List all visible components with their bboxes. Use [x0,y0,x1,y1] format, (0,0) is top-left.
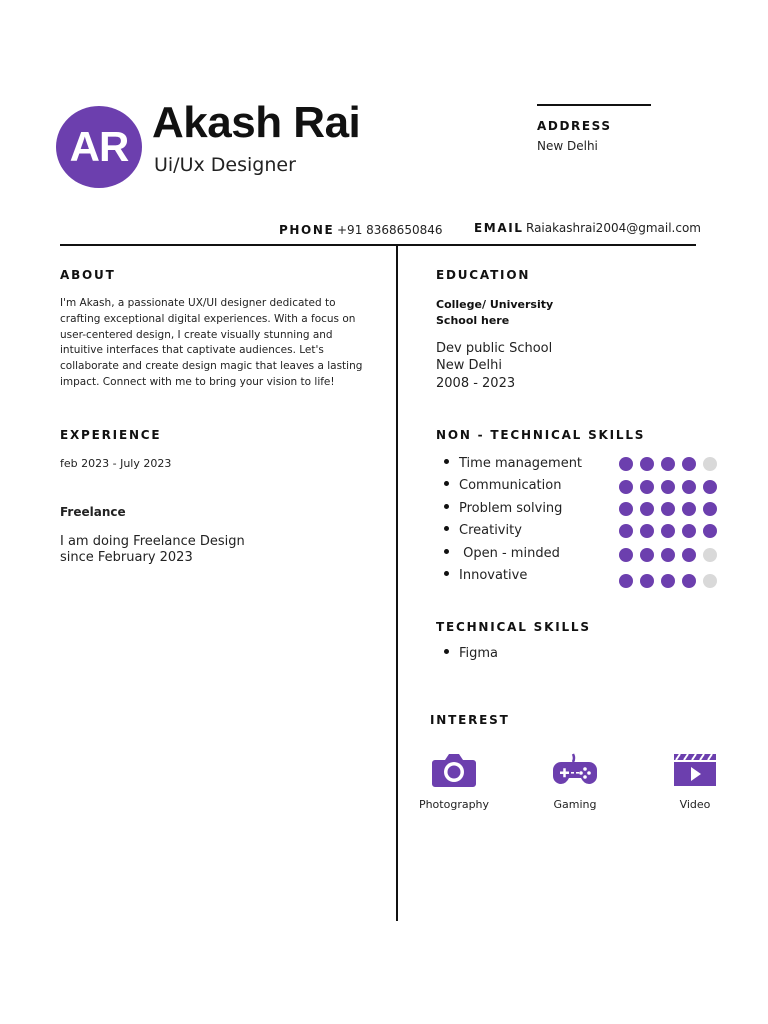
rating-dot-filled [682,457,696,471]
rating-dot-filled [661,457,675,471]
education-heading: EDUCATION [436,268,531,282]
column-divider [396,244,398,921]
phone-label: PHONE [279,223,335,237]
interest-photography [416,752,492,811]
rating-dot-filled [682,502,696,516]
rating-dot-filled [703,502,717,516]
address-value: New Delhi [537,139,598,153]
clapperboard-icon [672,752,718,788]
bullet [444,649,449,654]
non-technical-heading: NON - TECHNICAL SKILLS [436,428,646,442]
candidate-name: Akash Rai [152,98,361,147]
rating-dot-filled [619,524,633,538]
rating-dot-filled [640,548,654,562]
skill-rating [619,548,717,562]
bullet [444,549,449,554]
skill-item [436,456,582,471]
experience-description: I am doing Freelance Design since February 2023 [60,534,245,565]
rating-dot-filled [640,574,654,588]
education-school-placeholder [436,297,596,329]
interest-label: Gaming [553,798,597,811]
rating-dot-filled [703,524,717,538]
skill-item [436,546,560,561]
skill-item [436,523,522,538]
education-location: New Delhi [436,358,502,373]
skill-rating [619,480,717,494]
experience-heading: EXPERIENCE [60,428,162,442]
skill-rating [619,502,717,516]
rating-dot-filled [640,457,654,471]
rating-dot-filled [619,574,633,588]
rating-dot-empty [703,574,717,588]
rating-dot-filled [619,548,633,562]
bullet [444,571,449,576]
skill-label: Open - minded [459,546,560,561]
skill-label: Communication [459,478,562,493]
experience-dates: feb 2023 - July 2023 [60,457,172,470]
rating-dot-filled [661,502,675,516]
avatar: AR [56,106,142,188]
bullet [444,526,449,531]
interest-heading: INTEREST [430,713,510,727]
rating-dot-filled [682,524,696,538]
header-divider [60,244,696,246]
skill-item [436,646,498,661]
address-label: ADDRESS [537,119,612,133]
about-text: I'm Akash, a passionate UX/UI designer dedicated to crafting exceptional digital experiences. With a focus on user-centered design, I create visually stunning and intuitive interfaces that captivate audiences. Let's collaborate and create design magic that leaves a lasting impact. Connect with me to bring your vision to life! [60,297,363,388]
rating-dot-empty [703,457,717,471]
skill-item [436,501,562,516]
rating-dot-filled [661,574,675,588]
skill-item [436,478,561,493]
rating-dot-empty [703,548,717,562]
skill-rating [619,524,717,538]
email-value: Raiakashrai2004@gmail.com [526,221,701,235]
email-label: EMAIL [474,221,524,235]
interest-gaming [540,752,610,811]
skill-label: Time management [459,456,583,471]
education-years: 2008 - 2023 [436,376,516,391]
rating-dot-filled [661,524,675,538]
interest-label: Photography [418,798,490,811]
address-divider [537,104,651,106]
interest-video [664,752,726,811]
rating-dot-filled [619,502,633,516]
skill-rating [619,457,717,471]
education-school-line2: School here [436,314,510,327]
rating-dot-filled [640,502,654,516]
experience-title: Freelance [60,505,126,519]
rating-dot-filled [661,548,675,562]
skill-label: Problem solving [459,501,563,516]
education-school-line1: College/ University [436,298,554,311]
rating-dot-filled [703,480,717,494]
skill-item [436,568,527,583]
rating-dot-filled [661,480,675,494]
skill-label: Figma [459,646,499,661]
skill-label: Creativity [459,523,522,538]
skill-rating [619,574,717,588]
gamepad-icon [551,752,599,788]
candidate-role: Ui/Ux Designer [154,154,296,176]
rating-dot-filled [619,480,633,494]
skill-label: Innovative [459,568,528,583]
rating-dot-filled [682,480,696,494]
rating-dot-filled [640,480,654,494]
rating-dot-filled [682,548,696,562]
bullet [444,459,449,464]
technical-heading: TECHNICAL SKILLS [436,620,591,634]
rating-dot-filled [640,524,654,538]
bullet [444,481,449,486]
interest-label: Video [679,798,711,811]
about-heading: ABOUT [60,268,116,282]
phone-value: +91 8368650846 [337,223,443,237]
bullet [444,504,449,509]
camera-icon [431,752,477,788]
rating-dot-filled [619,457,633,471]
education-school-name: Dev public School [436,341,553,356]
rating-dot-filled [682,574,696,588]
